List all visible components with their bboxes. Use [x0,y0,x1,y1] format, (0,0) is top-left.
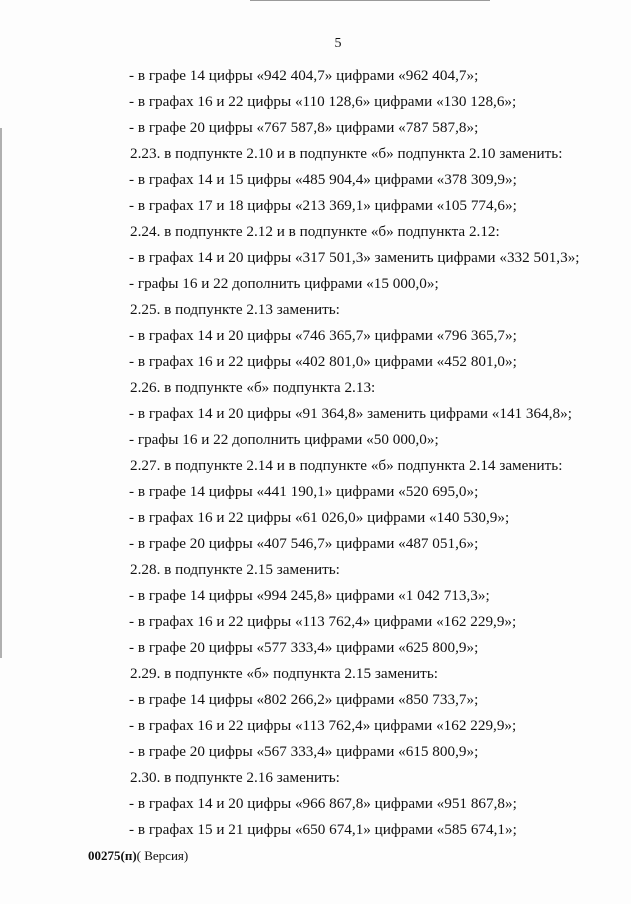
amendment-line: - в графе 20 цифры «407 546,7» цифрами «487 051,6»; [129,535,479,552]
amendment-line: - в графах 14 и 20 цифры «317 501,3» заменить цифрами «332 501,3»; [129,249,580,266]
scan-top-edge [250,0,490,1]
amendment-line: - в графах 14 и 20 цифры «91 364,8» заменить цифрами «141 364,8»; [129,405,572,422]
amendment-line: - в графе 20 цифры «577 333,4» цифрами «625 800,9»; [129,639,479,656]
amendment-heading: 2.28. в подпункте 2.15 заменить: [130,561,340,578]
amendment-line: - в графах 14 и 20 цифры «746 365,7» цифрами «796 365,7»; [129,327,517,344]
amendment-line: - в графе 14 цифры «802 266,2» цифрами «850 733,7»; [129,691,479,708]
document-version: ( Версия) [136,848,189,863]
document-footer [88,848,188,864]
amendment-line: - в графе 20 цифры «567 333,4» цифрами «615 800,9»; [129,743,479,760]
amendment-line: - в графах 15 и 21 цифры «650 674,1» цифрами «585 674,1»; [129,821,517,838]
amendment-heading: 2.26. в подпункте «б» подпункта 2.13: [130,379,376,396]
amendment-line: - в графах 17 и 18 цифры «213 369,1» цифрами «105 774,6»; [129,197,517,214]
amendment-heading: 2.24. в подпункте 2.12 и в подпункте «б» подпункта 2.12: [130,223,500,240]
amendment-line: - графы 16 и 22 дополнить цифрами «50 000,0»; [129,431,439,448]
amendment-line: - в графе 14 цифры «994 245,8» цифрами «1 042 713,3»; [129,587,490,604]
amendment-heading: 2.30. в подпункте 2.16 заменить: [130,769,340,786]
amendment-heading: 2.23. в подпункте 2.10 и в подпункте «б» подпункта 2.10 заменить: [130,145,563,162]
amendment-line: - в графах 16 и 22 цифры «110 128,6» цифрами «130 128,6»; [129,93,517,110]
amendment-line: - графы 16 и 22 дополнить цифрами «15 000,0»; [129,275,439,292]
document-body [0,63,631,843]
amendment-line: - в графах 16 и 22 цифры «61 026,0» цифрами «140 530,9»; [129,509,510,526]
amendment-line: - в графе 20 цифры «767 587,8» цифрами «787 587,8»; [129,119,479,136]
amendment-heading: 2.27. в подпункте 2.14 и в подпункте «б» подпункта 2.14 заменить: [130,457,563,474]
page-number: 5 [334,36,342,51]
amendment-line: - в графах 14 и 20 цифры «966 867,8» цифрами «951 867,8»; [129,795,517,812]
amendment-line: - в графах 14 и 15 цифры «485 904,4» цифрами «378 309,9»; [129,171,517,188]
amendment-line: - в графе 14 цифры «441 190,1» цифрами «520 695,0»; [129,483,479,500]
amendment-line: - в графах 16 и 22 цифры «402 801,0» цифрами «452 801,0»; [129,353,517,370]
amendment-line: - в графе 14 цифры «942 404,7» цифрами «962 404,7»; [129,67,479,84]
amendment-line: - в графах 16 и 22 цифры «113 762,4» цифрами «162 229,9»; [129,717,517,734]
amendment-heading: 2.25. в подпункте 2.13 заменить: [130,301,340,318]
amendment-heading: 2.29. в подпункте «б» подпункта 2.15 заменить: [130,665,438,682]
amendment-line: - в графах 16 и 22 цифры «113 762,4» цифрами «162 229,9»; [129,613,517,630]
document-code: 00275(п) [88,848,137,863]
